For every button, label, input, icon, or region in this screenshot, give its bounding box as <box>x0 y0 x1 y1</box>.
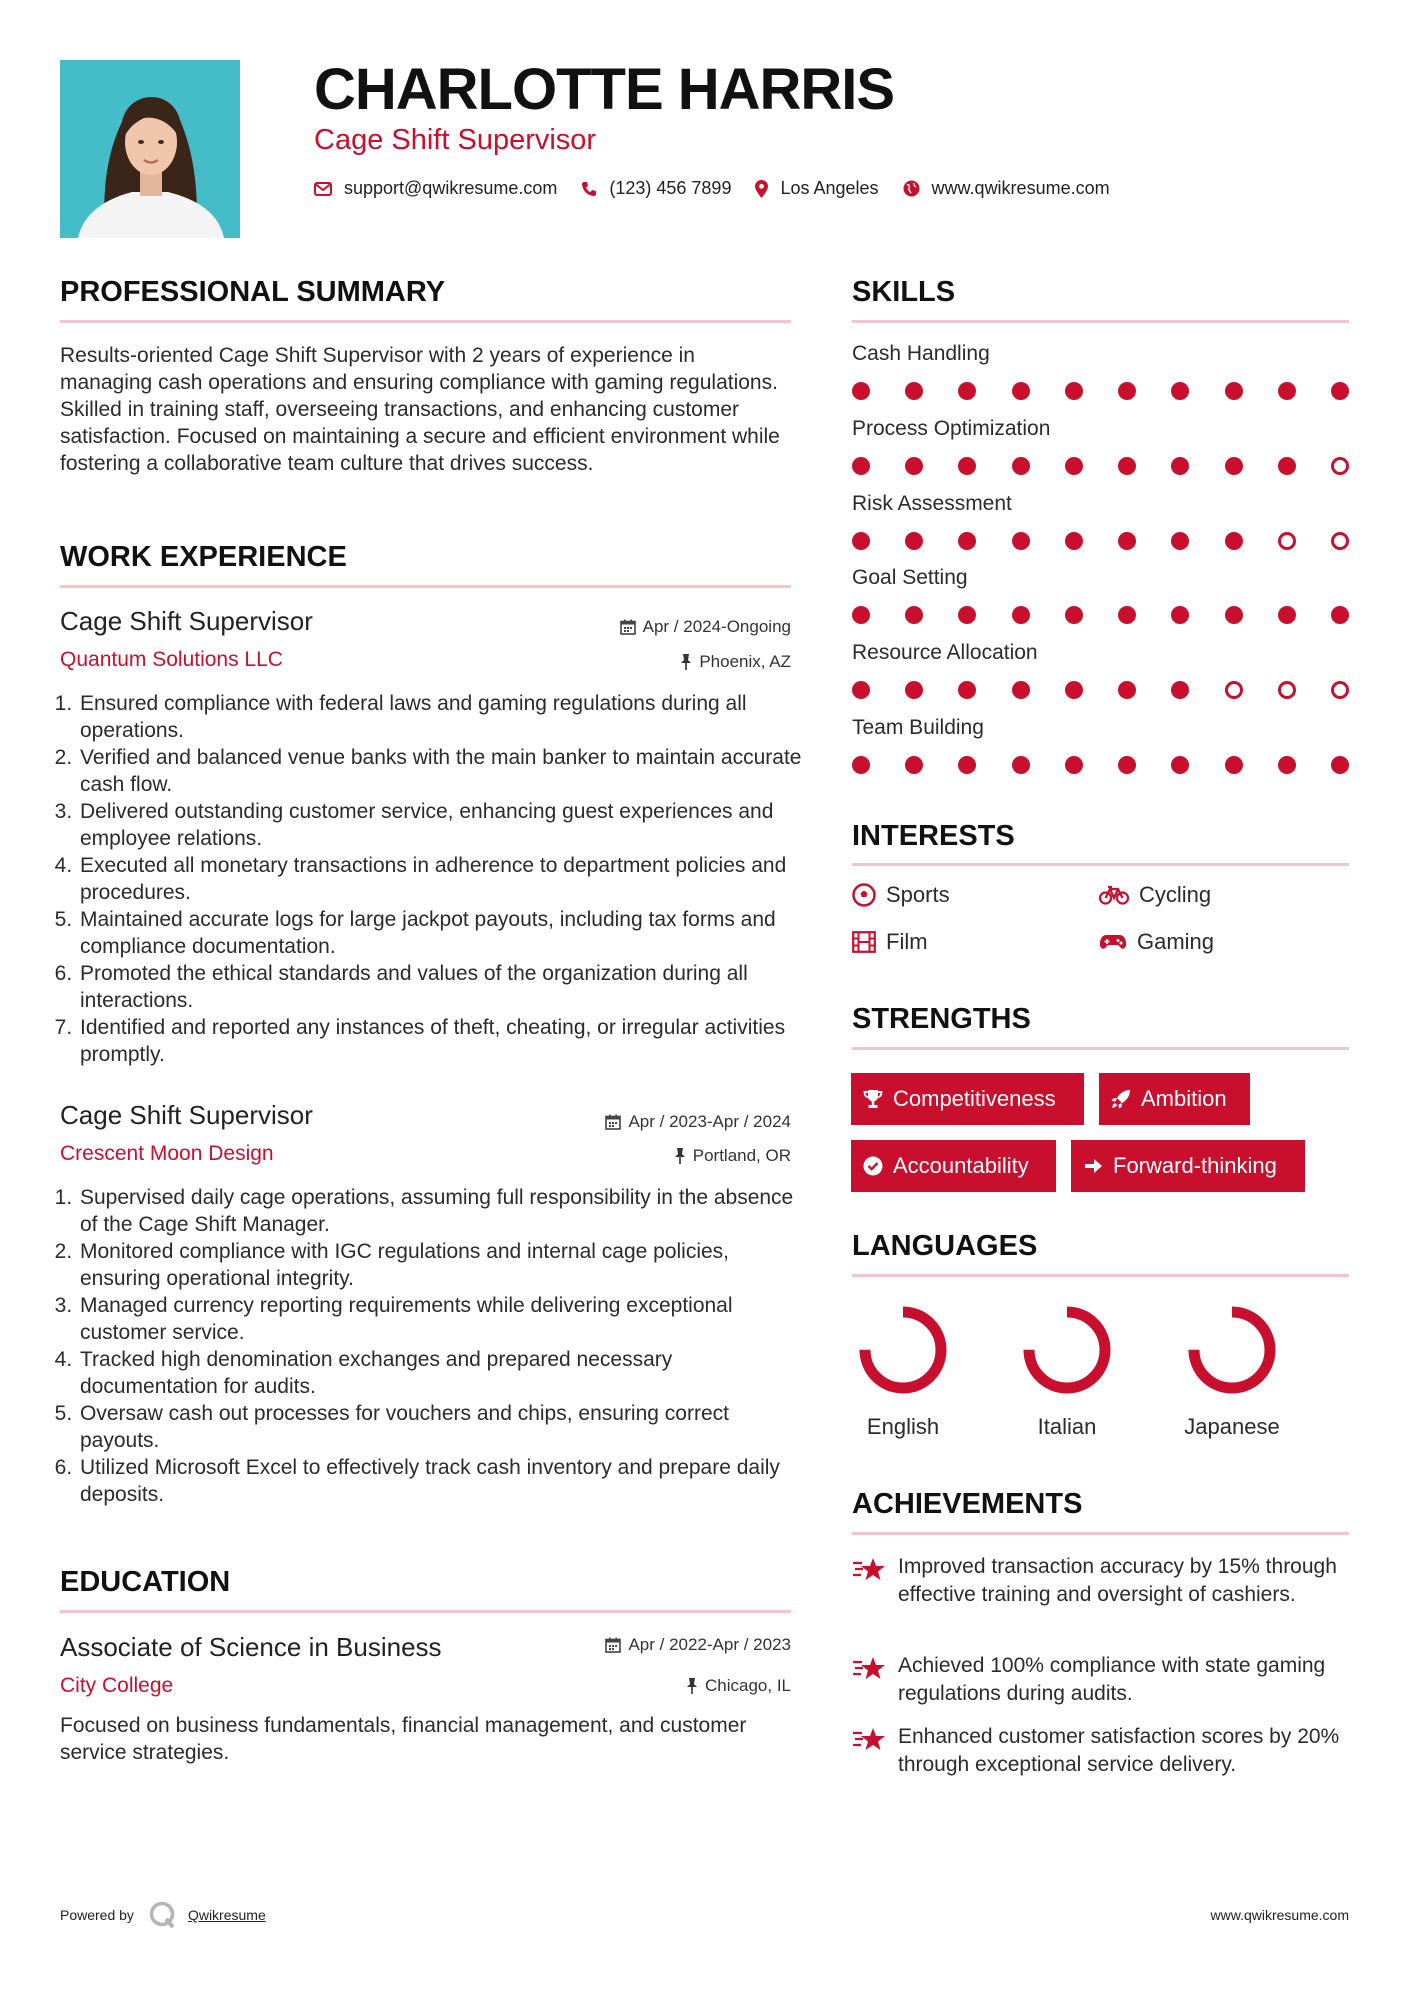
strength-label: Competitiveness <box>893 1086 1056 1111</box>
interests-heading: INTERESTS <box>852 820 1015 852</box>
envelope-icon <box>314 182 332 196</box>
map-pin-icon <box>755 180 768 198</box>
contact-location <box>755 178 878 199</box>
skill-dot-filled <box>905 382 923 400</box>
experience-heading: WORK EXPERIENCE <box>60 541 347 573</box>
profile-photo <box>60 60 240 238</box>
job-date-text: Apr / 2024-Ongoing <box>642 617 791 636</box>
job-duties <box>60 690 809 1068</box>
interest-label: Film <box>886 929 928 954</box>
interest-item <box>852 929 928 955</box>
powered-by-text: Powered by <box>60 1907 134 1923</box>
skill-dot-filled <box>852 606 870 624</box>
strength-tag <box>1071 1140 1305 1192</box>
skill-rating <box>852 681 1349 699</box>
skill-dot-filled <box>1225 756 1243 774</box>
skill-dot-filled <box>958 382 976 400</box>
skill-dot-filled <box>1225 606 1243 624</box>
duty-item: 5. Maintained accurate logs for large jackpot payouts, including tax forms and compliance documentation. <box>78 906 809 960</box>
education-location <box>686 1676 791 1696</box>
skill-dot-filled <box>1065 382 1083 400</box>
skill-dot-filled <box>1118 606 1136 624</box>
skill-dot-filled <box>958 756 976 774</box>
education-date <box>605 1635 791 1655</box>
shooting-star-icon <box>852 1557 886 1583</box>
skill-name: Cash Handling <box>852 342 990 365</box>
language-name: English <box>866 1414 940 1439</box>
skill-dot-filled <box>1065 681 1083 699</box>
avatar <box>60 60 240 238</box>
skill-dot-filled <box>1171 756 1189 774</box>
company-name: Crescent Moon Design <box>60 1142 274 1165</box>
skill-dot-filled <box>958 532 976 550</box>
interest-item <box>852 882 950 908</box>
interest-item <box>1099 929 1214 955</box>
skill-dot-filled <box>1331 382 1349 400</box>
duty-item: 1. Supervised daily cage operations, assuming full responsibility in the absence of the Cage Shift Manager. <box>78 1184 809 1238</box>
achievements-heading: ACHIEVEMENTS <box>852 1488 1083 1520</box>
strength-label: Forward-thinking <box>1113 1153 1277 1178</box>
bicycle-icon <box>1099 884 1129 906</box>
skill-dot-filled <box>958 606 976 624</box>
duty-item: 5. Oversaw cash out processes for vouchers and chips, ensuring correct payouts. <box>78 1400 809 1454</box>
language-gauge <box>1182 1300 1282 1400</box>
skill-dot-filled <box>1171 606 1189 624</box>
skill-dot-filled <box>1278 382 1296 400</box>
skill-dot-empty <box>1331 681 1349 699</box>
skill-dot-filled <box>852 532 870 550</box>
skill-dot-filled <box>1012 606 1030 624</box>
film-icon <box>852 931 876 953</box>
strength-tag <box>851 1073 1084 1125</box>
check-circle-icon <box>863 1156 883 1176</box>
skill-dot-filled <box>1012 382 1030 400</box>
shooting-star-icon <box>852 1656 886 1682</box>
strength-label: Accountability <box>893 1153 1029 1178</box>
duty-item: 2. Monitored compliance with IGC regulations and internal cage policies, ensuring operational integrity. <box>78 1238 809 1292</box>
phone-icon <box>581 181 597 197</box>
candidate-name: CHARLOTTE HARRIS <box>314 57 895 122</box>
language-item <box>1167 1300 1297 1440</box>
job-title: Cage Shift Supervisor <box>60 1100 313 1130</box>
job-location-text: Portland, OR <box>692 1146 791 1165</box>
trophy-icon <box>863 1089 883 1109</box>
skill-dot-filled <box>1012 681 1030 699</box>
duty-item: 3. Managed currency reporting requirements while delivering exceptional customer service. <box>78 1292 809 1346</box>
section-divider <box>852 1274 1349 1277</box>
skill-dot-filled <box>1171 681 1189 699</box>
education-location-text: Chicago, IL <box>705 1676 791 1695</box>
company-name: Quantum Solutions LLC <box>60 648 283 671</box>
duty-item: 4. Executed all monetary transactions in adherence to department policies and procedures. <box>78 852 809 906</box>
section-divider <box>852 1532 1349 1535</box>
duty-item: 4. Tracked high denomination exchanges and prepared necessary documentation for audits. <box>78 1346 809 1400</box>
website-text: www.qwikresume.com <box>931 178 1110 198</box>
skill-dot-filled <box>905 606 923 624</box>
skill-dot-filled <box>1225 532 1243 550</box>
skill-name: Team Building <box>852 716 984 739</box>
achievement-item <box>852 1652 1352 1708</box>
interest-label: Cycling <box>1139 882 1212 907</box>
skill-dot-filled <box>1065 532 1083 550</box>
skill-dot-filled <box>1171 382 1189 400</box>
skill-dot-filled <box>1012 756 1030 774</box>
section-divider <box>852 1047 1349 1050</box>
duty-item: 7. Identified and reported any instances of theft, cheating, or irregular activities promptly. <box>78 1014 809 1068</box>
email-text: support@qwikresume.com <box>344 178 558 198</box>
skill-name: Goal Setting <box>852 566 968 589</box>
skill-dot-filled <box>852 681 870 699</box>
skill-name: Process Optimization <box>852 417 1051 440</box>
qwikresume-logo-icon <box>148 1900 178 1930</box>
job-location-text: Phoenix, AZ <box>699 652 791 671</box>
language-gauge <box>1017 1300 1117 1400</box>
language-gauge <box>853 1300 953 1400</box>
skill-dot-filled <box>1331 606 1349 624</box>
skill-dot-filled <box>1278 756 1296 774</box>
footer-website[interactable]: www.qwikresume.com <box>1210 1907 1349 1923</box>
skill-dot-empty <box>1331 532 1349 550</box>
skill-dot-filled <box>852 382 870 400</box>
skill-dot-filled <box>852 457 870 475</box>
calendar-icon <box>605 1114 621 1130</box>
job-location <box>680 652 791 672</box>
job-date-text: Apr / 2023-Apr / 2024 <box>628 1112 791 1131</box>
skill-name: Risk Assessment <box>852 492 1012 515</box>
skill-rating <box>852 756 1349 774</box>
strengths-heading: STRENGTHS <box>852 1003 1031 1035</box>
skill-dot-filled <box>1012 532 1030 550</box>
pushpin-icon <box>680 654 692 670</box>
qwikresume-link[interactable]: Qwikresume <box>187 1907 266 1923</box>
job-date <box>620 617 791 637</box>
skill-dot-filled <box>1118 382 1136 400</box>
job-date <box>605 1112 791 1132</box>
location-text: Los Angeles <box>780 178 879 198</box>
interest-label: Gaming <box>1137 929 1215 954</box>
skill-dot-filled <box>1118 681 1136 699</box>
education-description: Focused on business fundamentals, financial management, and customer service strategies. <box>60 1714 747 1764</box>
summary-text: Results-oriented Cage Shift Supervisor with 2 years of experience in managing cash operations and ensuring compliance with gaming regulations. Skilled in training staff, overseeing transactions, and enhancing customer satisfaction. Focused on maintaining a secure and efficient environment while fostering a collaborative team culture that drives success. <box>60 344 780 475</box>
section-divider <box>852 863 1349 866</box>
skill-dot-filled <box>1065 457 1083 475</box>
gamepad-icon <box>1099 932 1127 952</box>
education-heading: EDUCATION <box>60 1566 231 1598</box>
school-name: City College <box>60 1674 174 1697</box>
achievement-text: Improved transaction accuracy by 15% through effective training and oversight of cashiers. <box>898 1555 1337 1606</box>
skill-dot-filled <box>958 681 976 699</box>
skill-dot-filled <box>1171 532 1189 550</box>
skill-dot-filled <box>1331 756 1349 774</box>
skill-dot-filled <box>1118 457 1136 475</box>
language-name: Italian <box>1037 1414 1097 1439</box>
duty-item: 6. Utilized Microsoft Excel to effectively track cash inventory and prepare daily deposits. <box>78 1454 809 1508</box>
section-divider <box>60 585 791 588</box>
arrow-right-icon <box>1083 1156 1103 1176</box>
language-item <box>838 1300 968 1440</box>
duty-item: 3. Delivered outstanding customer service, enhancing guest experiences and employee relations. <box>78 798 809 852</box>
contact-website[interactable] <box>903 178 1110 199</box>
skill-dot-filled <box>905 457 923 475</box>
job-title: Cage Shift Supervisor <box>60 606 313 636</box>
skill-dot-filled <box>1118 532 1136 550</box>
duty-item: 1. Ensured compliance with federal laws and gaming regulations during all operations. <box>78 690 809 744</box>
soccer-ball-icon <box>852 883 876 907</box>
skill-dot-filled <box>905 756 923 774</box>
duty-item: 6. Promoted the ethical standards and values of the organization during all interactions. <box>78 960 809 1014</box>
skill-dot-filled <box>852 756 870 774</box>
skill-rating <box>852 532 1349 550</box>
pushpin-icon <box>674 1148 686 1164</box>
phone-text: (123) 456 7899 <box>609 178 732 198</box>
education-date-text: Apr / 2022-Apr / 2023 <box>628 1635 791 1654</box>
shooting-star-icon <box>852 1727 886 1753</box>
skill-dot-empty <box>1225 681 1243 699</box>
skill-dot-filled <box>1118 756 1136 774</box>
strength-label: Ambition <box>1141 1086 1227 1111</box>
footer-branding <box>60 1900 266 1930</box>
skill-dot-filled <box>1065 756 1083 774</box>
contact-email[interactable] <box>314 178 557 199</box>
job-duties <box>60 1184 809 1508</box>
languages-heading: LANGUAGES <box>852 1230 1038 1262</box>
skill-dot-filled <box>1065 606 1083 624</box>
achievement-item <box>852 1723 1352 1779</box>
achievement-item <box>852 1553 1352 1609</box>
skill-dot-filled <box>1278 606 1296 624</box>
calendar-icon <box>605 1637 621 1653</box>
skill-dot-empty <box>1278 681 1296 699</box>
skill-dot-filled <box>1278 457 1296 475</box>
language-item <box>1002 1300 1132 1440</box>
skill-dot-filled <box>905 681 923 699</box>
skill-rating <box>852 606 1349 624</box>
candidate-title: Cage Shift Supervisor <box>314 124 597 156</box>
rocket-icon <box>1111 1089 1131 1109</box>
skill-dot-filled <box>1171 457 1189 475</box>
achievement-text: Enhanced customer satisfaction scores by 20% through exceptional service delivery. <box>898 1725 1340 1776</box>
section-divider <box>60 320 791 323</box>
skill-dot-filled <box>1225 457 1243 475</box>
skill-dot-filled <box>905 532 923 550</box>
interest-item <box>1099 882 1211 908</box>
skill-rating <box>852 457 1349 475</box>
strength-tag <box>851 1140 1056 1192</box>
summary-heading: PROFESSIONAL SUMMARY <box>60 276 446 308</box>
skill-name: Resource Allocation <box>852 641 1038 664</box>
calendar-icon <box>620 619 636 635</box>
section-divider <box>60 1610 791 1613</box>
job-location <box>674 1146 791 1166</box>
skills-heading: SKILLS <box>852 276 956 308</box>
duty-item: 2. Verified and balanced venue banks with the main banker to maintain accurate cash flow. <box>78 744 809 798</box>
pushpin-icon <box>686 1678 698 1694</box>
interest-label: Sports <box>886 882 950 907</box>
strength-tag <box>1099 1073 1250 1125</box>
skill-rating <box>852 382 1349 400</box>
skill-dot-filled <box>1012 457 1030 475</box>
contact-bar <box>314 178 1134 199</box>
globe-icon <box>903 180 920 197</box>
degree-title: Associate of Science in Business <box>60 1632 442 1662</box>
section-divider <box>852 320 1349 323</box>
skill-dot-filled <box>958 457 976 475</box>
skill-dot-empty <box>1331 457 1349 475</box>
contact-phone[interactable] <box>581 178 731 199</box>
skill-dot-empty <box>1278 532 1296 550</box>
language-name: Japanese <box>1184 1414 1280 1439</box>
skill-dot-filled <box>1225 382 1243 400</box>
achievement-text: Achieved 100% compliance with state gaming regulations during audits. <box>898 1654 1326 1705</box>
